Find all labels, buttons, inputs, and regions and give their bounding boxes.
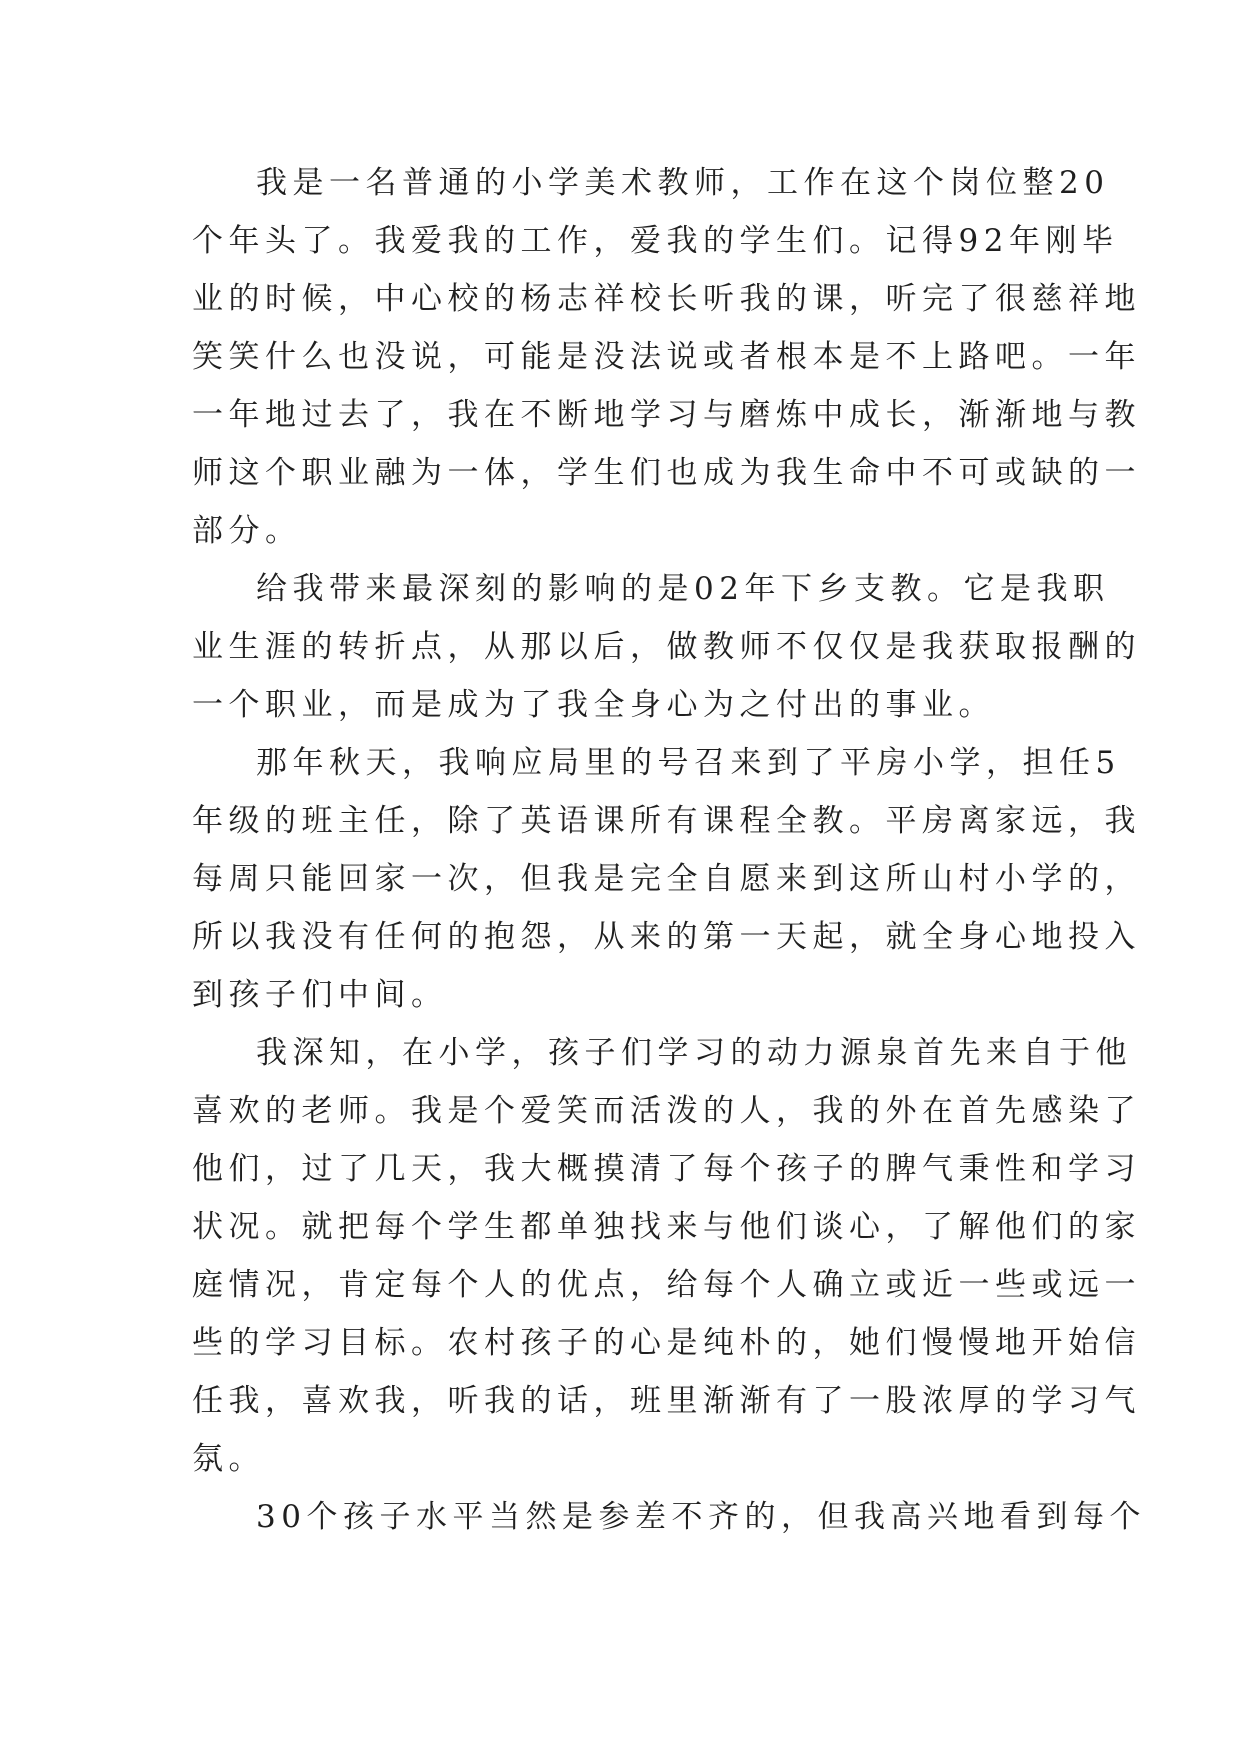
text-line: 任我，喜欢我，听我的话，班里渐渐有了一股浓厚的学习气: [192, 1383, 1141, 1419]
document-body: [192, 154, 1146, 1546]
paragraph: [192, 560, 1141, 734]
text-line: 他们，过了几天，我大概摸清了每个孩子的脾气秉性和学习: [192, 1151, 1141, 1187]
text-line: 业生涯的转折点，从那以后，做教师不仅仅是我获取报酬的: [192, 629, 1141, 665]
text-line: 氛。: [192, 1441, 265, 1477]
text-line: 笑笑什么也没说，可能是没法说或者根本是不上路吧。一年: [192, 339, 1141, 375]
text-line: 每周只能回家一次，但我是完全自愿来到这所山村小学的，: [192, 861, 1141, 897]
paragraph: [192, 1024, 1141, 1488]
text-line: 年级的班主任，除了英语课所有课程全教。平房离家远，我: [192, 803, 1141, 839]
text-line: 那年秋天，我响应局里的号召来到了平房小学，担任5: [256, 745, 1121, 781]
text-line: 部分。: [192, 513, 302, 549]
text-line: 个年头了。我爱我的工作，爱我的学生们。记得92年刚毕: [192, 223, 1119, 259]
text-line: 业的时候，中心校的杨志祥校长听我的课，听完了很慈祥地: [192, 281, 1141, 317]
paragraph: [192, 1488, 1146, 1546]
text-line: 一个职业，而是成为了我全身心为之付出的事业。: [192, 687, 995, 723]
text-line: 喜欢的老师。我是个爱笑而活泼的人，我的外在首先感染了: [192, 1093, 1141, 1129]
text-line: 30个孩子水平当然是参差不齐的，但我高兴地看到每个: [256, 1499, 1146, 1535]
text-line: 我是一名普通的小学美术教师，工作在这个岗位整20: [256, 165, 1110, 201]
text-line: 到孩子们中间。: [192, 977, 448, 1013]
text-line: 些的学习目标。农村孩子的心是纯朴的，她们慢慢地开始信: [192, 1325, 1141, 1361]
text-line: 一年地过去了，我在不断地学习与磨炼中成长，渐渐地与教: [192, 397, 1141, 433]
text-line: 所以我没有任何的抱怨，从来的第一天起，就全身心地投入: [192, 919, 1141, 955]
text-line: 庭情况，肯定每个人的优点，给每个人确立或近一些或远一: [192, 1267, 1141, 1303]
text-line: 状况。就把每个学生都单独找来与他们谈心，了解他们的家: [192, 1209, 1141, 1245]
paragraph: [192, 734, 1141, 1024]
text-line: 师这个职业融为一体，学生们也成为我生命中不可或缺的一: [192, 455, 1141, 491]
text-line: 给我带来最深刻的影响的是02年下乡支教。它是我职: [256, 571, 1110, 607]
text-line: 我深知，在小学，孩子们学习的动力源泉首先来自于他: [256, 1035, 1132, 1071]
paragraph: [192, 154, 1141, 560]
